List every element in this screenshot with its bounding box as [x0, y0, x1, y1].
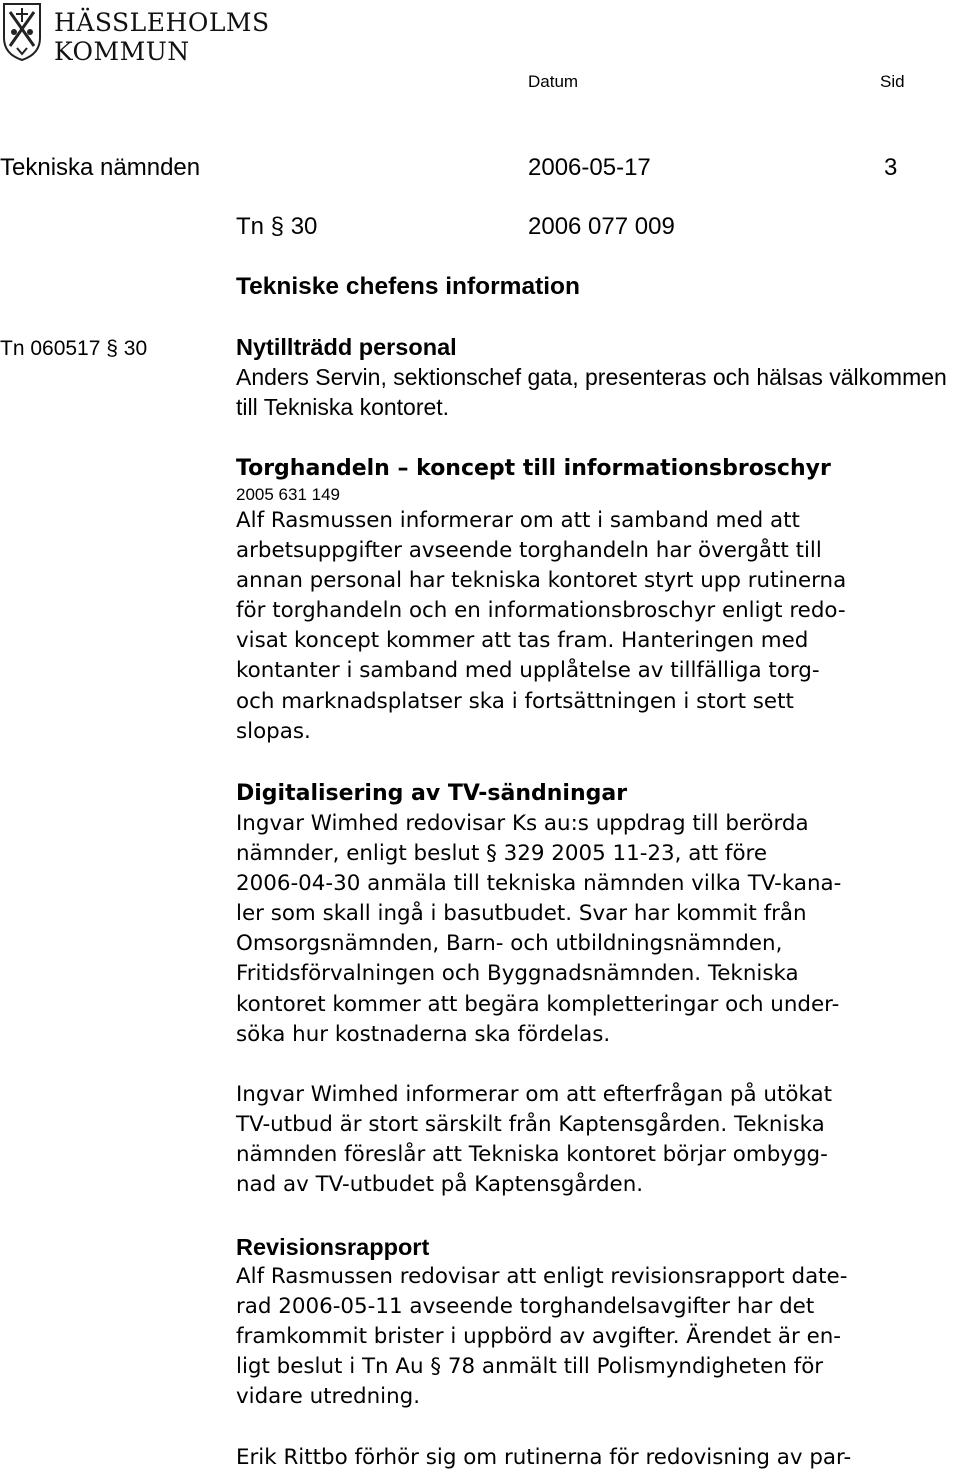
- text-line: och marknadsplatser ska i fortsättningen i stort sett: [236, 688, 794, 714]
- text-line: annan personal har tekniska kontoret styrt upp rutinerna: [236, 568, 847, 594]
- section-heading: Torghandeln – koncept till informationsbroschyr: [236, 456, 831, 481]
- case-number: 2005 631 149: [236, 485, 340, 504]
- text-line: nämnden föreslår att Tekniska kontoret börjar ombygg-: [236, 1142, 828, 1168]
- main-title: Tekniske chefens information: [236, 273, 580, 300]
- section-heading: Digitalisering av TV-sändningar: [236, 781, 628, 806]
- text-line: nämnder, enligt beslut § 329 2005 11-23, att före: [236, 841, 768, 867]
- text-line: arbetsuppgifter avseende torghandeln har övergått till: [236, 538, 822, 564]
- text-line: kontoret kommer att begära kompletteringar och under-: [236, 991, 840, 1017]
- paragraph-tv-demand: [236, 1080, 956, 1200]
- text-line: nad av TV-utbudet på Kaptensgården.: [236, 1172, 644, 1198]
- text-line: vidare utredning.: [236, 1384, 421, 1410]
- text-line: Ingvar Wimhed informerar om att efterfrågan på utökat: [236, 1082, 832, 1107]
- municipal-crest-icon: [2, 2, 42, 62]
- text-line: Alf Rasmussen redovisar att enligt revisionsrapport date-: [236, 1264, 848, 1289]
- text-line: TV-utbud är stort särskilt från Kaptensgården. Tekniska: [236, 1112, 825, 1138]
- section-reference: Tn § 30: [236, 213, 318, 240]
- text-line: ligt beslut i Tn Au § 78 anmält till Polismyndigheten för: [236, 1354, 824, 1380]
- datum-label: Datum: [528, 72, 579, 91]
- text-line: slopas.: [236, 718, 311, 744]
- text-line: Erik Rittbo förhör sig om rutinerna för redovisning av par-: [236, 1445, 852, 1470]
- sid-label: Sid: [880, 72, 905, 91]
- text-line: rad 2006-05-11 avseende torghandelsavgifter har det: [236, 1294, 815, 1320]
- section-tv-digitalization: [236, 779, 956, 1050]
- section-text: Anders Servin, sektionschef gata, presenteras och hälsas välkommen till Tekniska kontoret.: [236, 364, 947, 420]
- text-line: Alf Rasmussen informerar om att i samband med att: [236, 508, 800, 533]
- section-new-staff: [236, 332, 956, 422]
- section-heading: Revisionsrapport: [236, 1234, 430, 1260]
- text-line: Omsorgsnämnden, Barn- och utbildningsnämnden,: [236, 931, 783, 957]
- municipality-name-line2: KOMMUN: [54, 37, 190, 66]
- text-line: Ingvar Wimhed redovisar Ks au:s uppdrag till berörda: [236, 811, 809, 836]
- section-heading: Nytillträdd personal: [236, 334, 457, 360]
- text-line: Fritidsförvalningen och Byggnadsnämnden. Tekniska: [236, 961, 799, 987]
- text-line: ler som skall ingå i basutbudet. Svar har kommit från: [236, 901, 807, 927]
- text-line: visat koncept kommer att tas fram. Hanteringen med: [236, 628, 809, 654]
- section-audit-report: [236, 1232, 956, 1412]
- municipality-logo: [0, 0, 270, 72]
- text-line: söka hur kostnaderna ska fördelas.: [236, 1021, 611, 1047]
- text-line: 2006-04-30 anmäla till tekniska nämnden vilka TV-kana-: [236, 871, 842, 897]
- text-line: för torghandeln och en informationsbroschyr enligt redo-: [236, 598, 846, 624]
- text-line: framkommit brister i uppbörd av avgifter. Ärendet är en-: [236, 1324, 842, 1350]
- paragraph-parking: [236, 1443, 956, 1473]
- text-line: kontanter i samband med upplåtelse av tillfälliga torg-: [236, 658, 820, 684]
- committee-name: Tekniska nämnden: [0, 154, 201, 181]
- meeting-date: 2006-05-17: [528, 154, 651, 181]
- municipality-name-line1: HÄSSLEHOLMS: [54, 8, 270, 37]
- case-number: 2006 077 009: [528, 213, 675, 240]
- margin-reference: Tn 060517 § 30: [0, 337, 148, 360]
- section-market-trade: [236, 454, 956, 747]
- page-number: 3: [884, 154, 898, 181]
